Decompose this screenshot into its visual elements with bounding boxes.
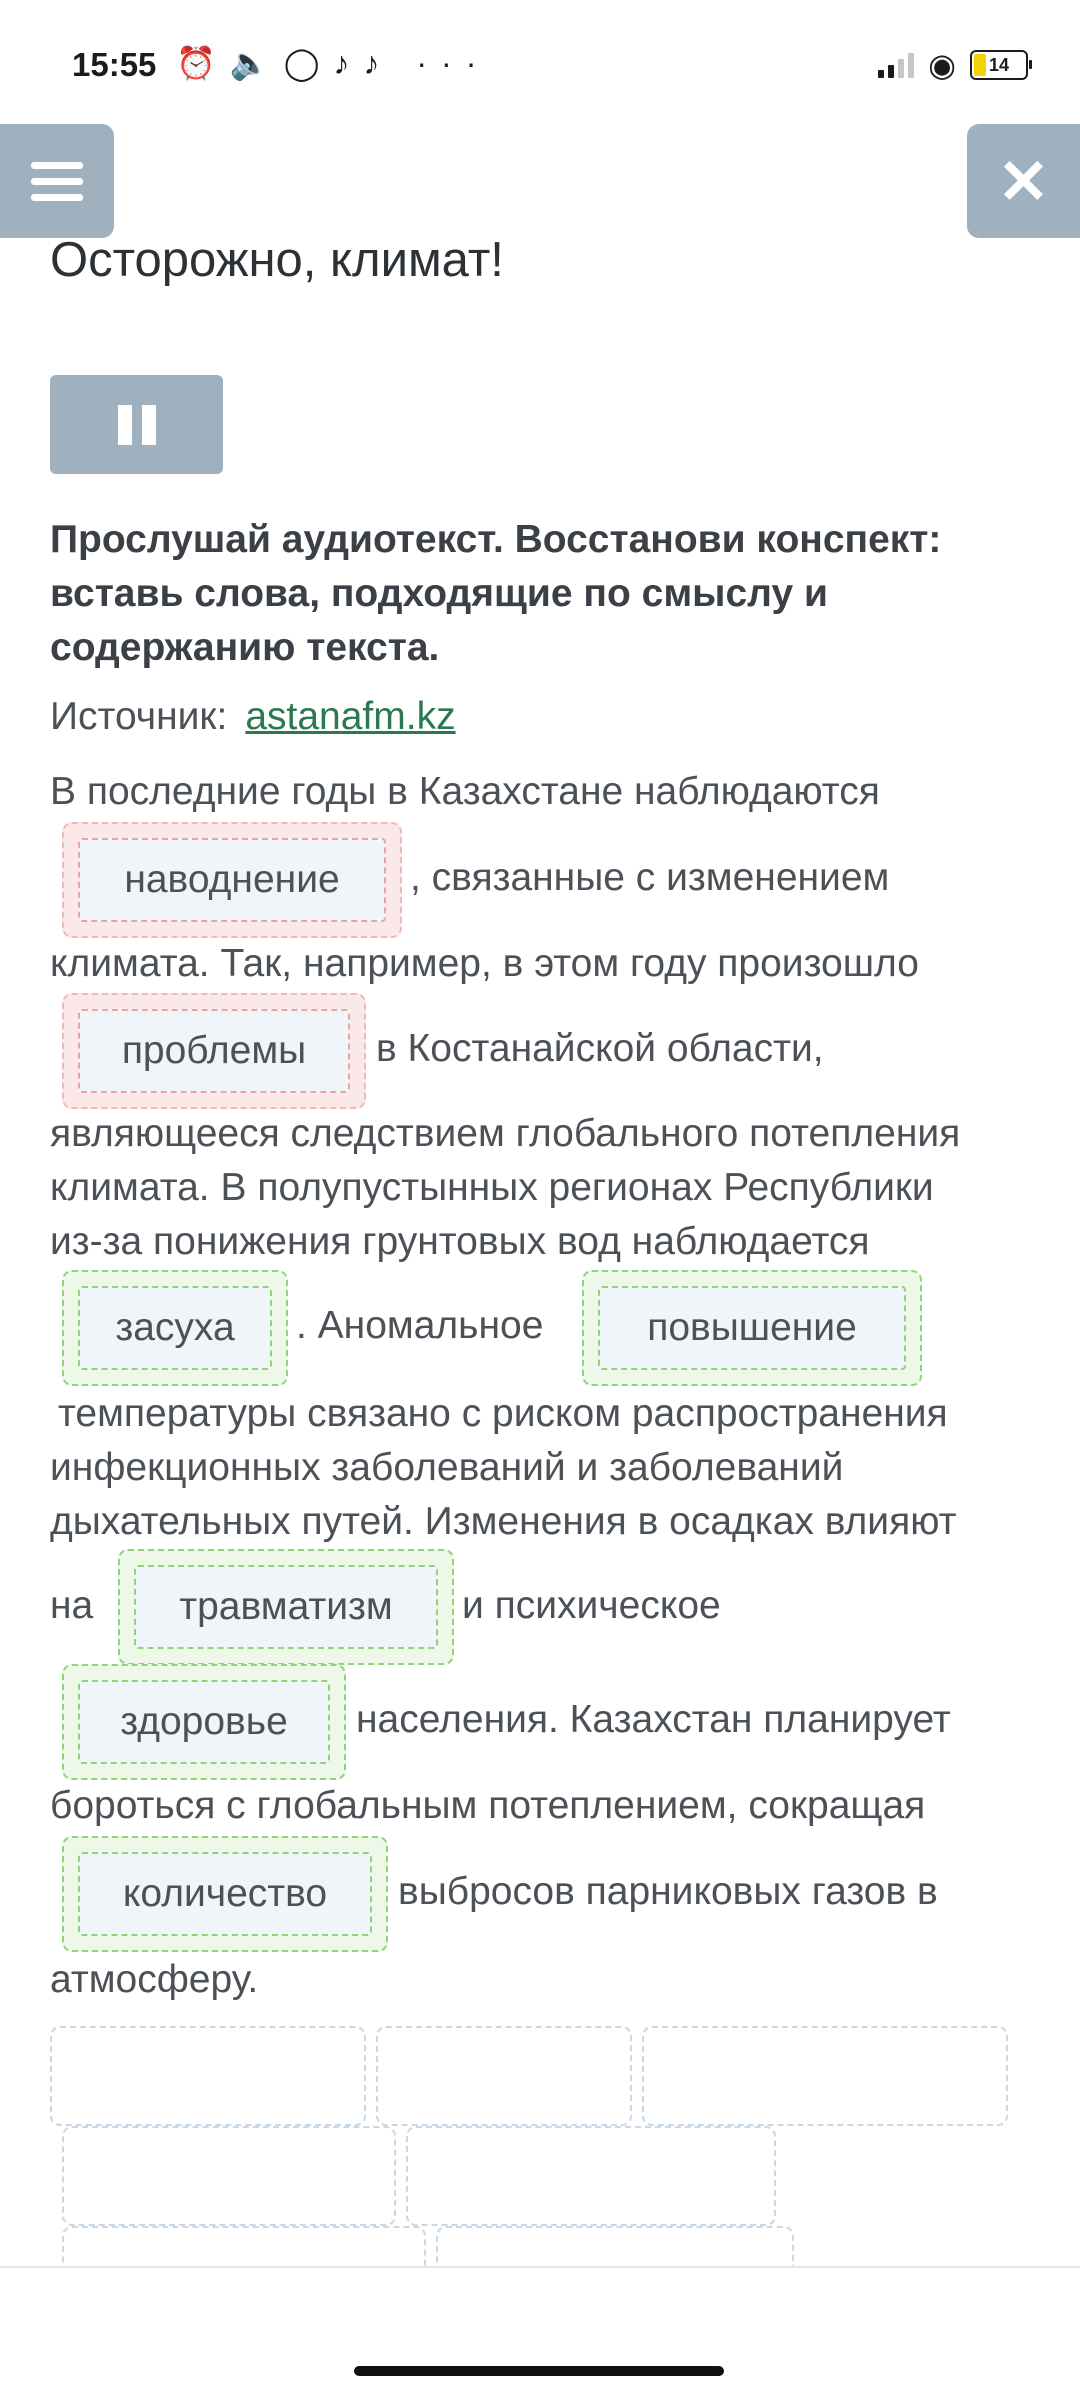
answer-chip[interactable]: засуха	[78, 1286, 272, 1370]
source-label: Источник:	[50, 695, 228, 738]
answer-slot-1[interactable]	[62, 822, 402, 938]
passage-line: , связанные с изменением	[410, 856, 890, 899]
passage-line: инфекционных заболеваний и заболеваний	[50, 1446, 844, 1489]
passage-line: В последние годы в Казахстане наблюдаются	[50, 770, 880, 813]
answer-slot-6[interactable]	[62, 1664, 346, 1780]
hamburger-menu-icon	[31, 162, 83, 169]
page-title: Осторожно, климат!	[50, 233, 504, 287]
battery-icon	[970, 50, 1028, 80]
word-bank-slot[interactable]	[376, 2026, 632, 2126]
passage-line: бороться с глобальным потеплением, сокращая	[50, 1784, 926, 1827]
answer-slot-2[interactable]	[62, 993, 366, 1109]
bottom-bar	[0, 2266, 1080, 2402]
word-bank-slot[interactable]	[406, 2126, 776, 2226]
source-line	[50, 695, 456, 739]
passage-line: . Аномальное	[296, 1304, 544, 1347]
passage-line: населения. Казахстан планирует	[356, 1698, 951, 1741]
answer-slot-7[interactable]	[62, 1836, 388, 1952]
passage-line: на	[50, 1584, 94, 1627]
passage-line: атмосферу.	[50, 1958, 259, 2001]
battery-level: 14	[988, 54, 1010, 75]
source-link[interactable]: astanafm.kz	[245, 695, 456, 738]
passage-line: выбросов парниковых газов в	[398, 1870, 938, 1913]
passage-line: климата. Так, например, в этом году произошло	[50, 942, 919, 985]
passage-line: в Костанайской области,	[376, 1027, 824, 1070]
answer-chip[interactable]: повышение	[598, 1286, 906, 1370]
status-notification-icons: ⏰🔈◯♪♪ ···	[176, 45, 491, 81]
word-bank-slot[interactable]	[642, 2026, 1008, 2126]
menu-button[interactable]	[0, 124, 114, 238]
answer-chip[interactable]: наводнение	[78, 838, 386, 922]
passage-line: климата. В полупустынных регионах Республики	[50, 1166, 934, 1209]
task-instruction: Прослушай аудиотекст. Восстанови конспект: вставь слова, подходящие по смыслу и содержанию текста.	[50, 518, 942, 669]
answer-chip[interactable]: количество	[78, 1852, 372, 1936]
status-system-icons	[878, 46, 1028, 84]
signal-icon	[878, 52, 914, 78]
passage-line: и психическое	[462, 1584, 721, 1627]
audio-pause-button[interactable]	[50, 375, 223, 474]
passage-line: температуры связано с риском распространения	[58, 1392, 948, 1435]
word-bank-slot[interactable]	[50, 2026, 366, 2126]
home-indicator[interactable]	[354, 2366, 724, 2376]
close-button[interactable]	[967, 124, 1080, 238]
status-time: 15:55	[72, 46, 157, 83]
answer-slot-3[interactable]	[62, 1270, 288, 1386]
answer-slot-4[interactable]	[582, 1270, 922, 1386]
answer-chip[interactable]: здоровье	[78, 1680, 330, 1764]
answer-slot-5[interactable]	[118, 1549, 454, 1665]
close-icon: ✕	[997, 147, 1050, 217]
passage-line: из-за понижения грунтовых вод наблюдается	[50, 1220, 870, 1263]
wifi-icon: ◉	[928, 47, 956, 83]
answer-chip[interactable]: проблемы	[78, 1009, 350, 1093]
passage-line: являющееся следствием глобального потепления	[50, 1112, 961, 1155]
answer-chip[interactable]: травматизм	[134, 1565, 438, 1649]
pause-icon	[118, 405, 132, 445]
passage-line: дыхательных путей. Изменения в осадках влияют	[50, 1500, 957, 1543]
word-bank-slot[interactable]	[62, 2126, 396, 2226]
